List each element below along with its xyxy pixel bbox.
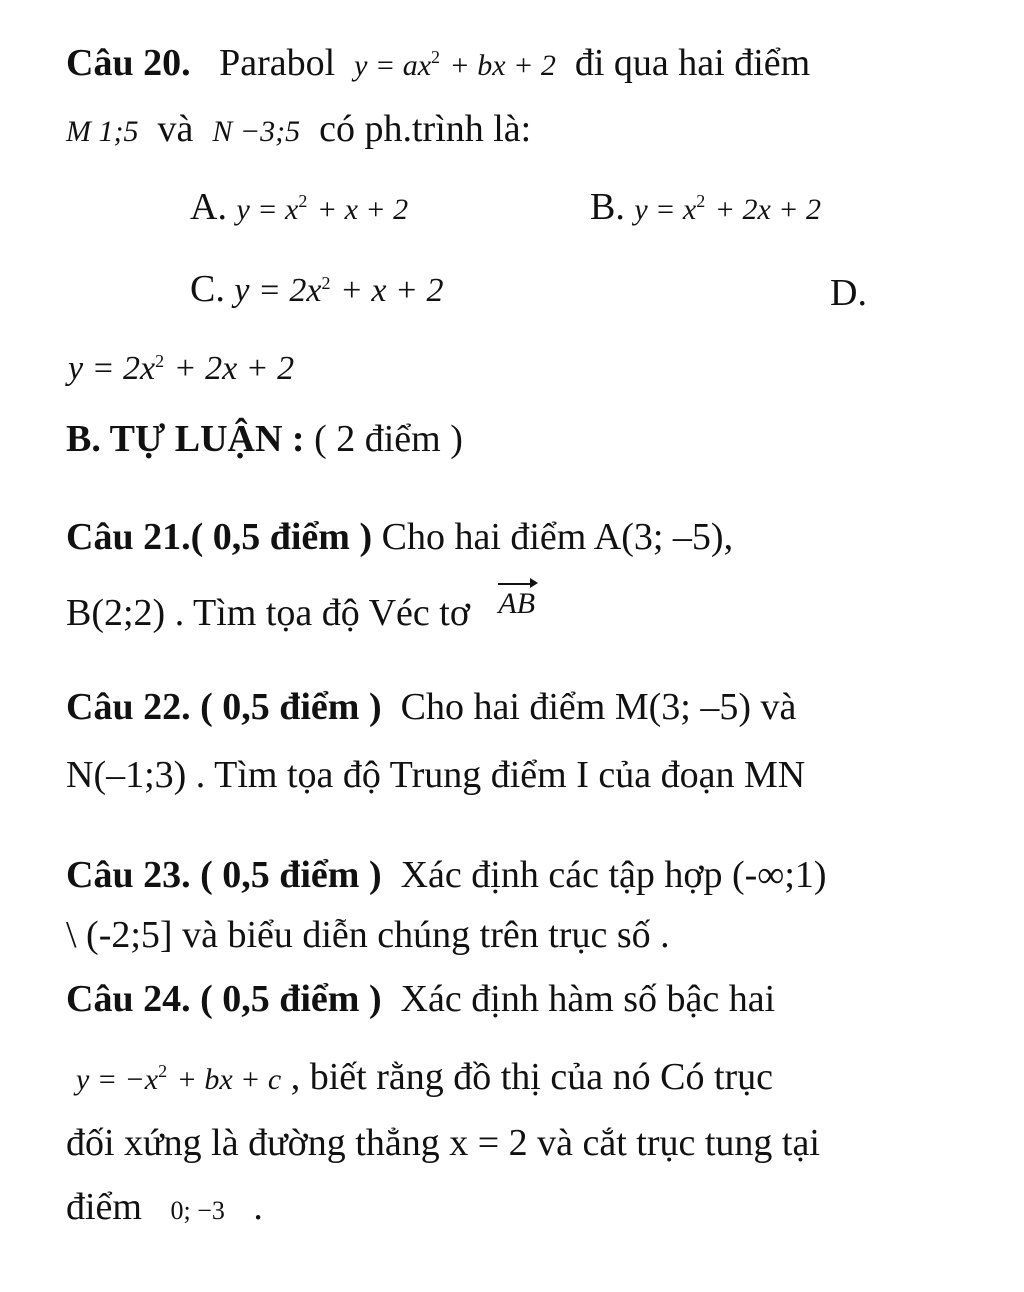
q24-end: . [253, 1186, 263, 1228]
q24-point: 0; −3 [170, 1196, 225, 1225]
q20-a-label: A. [190, 186, 227, 228]
q23-label: Câu 23. ( 0,5 điểm ) [66, 854, 382, 896]
q20-text3: có ph.trình là: [319, 108, 532, 150]
q24-text4: điểm [66, 1186, 142, 1228]
q20-option-c [190, 266, 443, 314]
q20-option-d [68, 344, 294, 392]
q20-d-exp: 2 [155, 351, 165, 371]
q20-eq-pre: y = ax [354, 49, 432, 82]
q21-text2: B(2;2) . Tìm tọa độ Véc tơ [66, 592, 470, 634]
q22-line2 [66, 752, 805, 798]
q20-c-exp: 2 [321, 273, 331, 293]
q23-text1: Xác định các tập hợp (-∞;1) [400, 854, 827, 896]
q20-line2 [66, 106, 531, 155]
q20-b-exp: 2 [696, 191, 706, 211]
q20-a-post: + x + 2 [316, 193, 409, 226]
q20-eq-exp: 2 [431, 47, 441, 67]
q20-eq-post: + bx + 2 [449, 49, 556, 82]
q20-b-post: + 2x + 2 [714, 193, 822, 226]
q20-option-b [590, 184, 821, 233]
q22-text2: N(–1;3) . Tìm tọa độ Trung điểm I của đoạn MN [66, 754, 806, 796]
q24-eq-pre: y = −x [76, 1063, 159, 1096]
q24-eq-post: + bx + c [176, 1063, 282, 1096]
q24-text1: Xác định hàm số bậc hai [400, 978, 776, 1020]
q22-line1 [66, 684, 796, 730]
q20-label: Câu 20. [66, 42, 191, 84]
q20-line1 [66, 40, 810, 89]
q24-text3: đối xứng là đường thẳng x = 2 và cắt trục tung tại [66, 1122, 820, 1164]
q20-n-point: N −3;5 [212, 115, 301, 148]
q20-va: và [157, 108, 194, 150]
q20-text1: Parabol [219, 42, 336, 84]
q24-line2 [76, 1054, 773, 1103]
q23-line2 [66, 912, 670, 958]
q24-line3 [66, 1120, 820, 1166]
q21-line2 [66, 587, 536, 639]
q21-line1 [66, 514, 733, 560]
q23-text2: \ (-2;5] và biểu diễn chúng trên trục số . [66, 914, 670, 956]
q24-line1 [66, 976, 775, 1022]
q24-label: Câu 24. ( 0,5 điểm ) [66, 978, 382, 1020]
q20-text2: đi qua hai điểm [574, 42, 811, 84]
q20-d-label: D. [830, 272, 867, 314]
q20-a-exp: 2 [298, 191, 308, 211]
q20-m-point: M 1;5 [66, 115, 139, 148]
q20-d-post: + 2x + 2 [173, 350, 295, 387]
q21-label: Câu 21.( 0,5 điểm ) [66, 516, 373, 558]
q24-text2: , biết rằng đồ thị của nó Có trục [290, 1056, 774, 1098]
q20-option-d-label-line [830, 270, 867, 316]
q20-c-post: + x + 2 [339, 272, 444, 309]
q24-line4 [66, 1184, 263, 1234]
q20-b-label: B. [590, 186, 625, 228]
q24-eq-exp: 2 [158, 1061, 168, 1081]
q20-option-a [190, 184, 408, 233]
q20-b-pre: y = x [634, 193, 697, 226]
q22-label: Câu 22. ( 0,5 điểm ) [66, 686, 382, 728]
q21-text1: Cho hai điểm A(3; –5), [381, 516, 734, 558]
q20-c-pre: y = 2x [234, 272, 322, 309]
section-b-heading [66, 416, 463, 462]
section-b-title: B. TỰ LUẬN : [66, 418, 305, 460]
q23-line1 [66, 852, 827, 898]
q21-vector-ab: AB [498, 581, 535, 627]
q20-d-pre: y = 2x [68, 350, 156, 387]
q22-text1: Cho hai điểm M(3; –5) và [400, 686, 797, 728]
q20-a-pre: y = x [236, 193, 299, 226]
section-b-points: ( 2 điểm ) [314, 418, 463, 460]
q20-c-label: C. [190, 268, 225, 310]
